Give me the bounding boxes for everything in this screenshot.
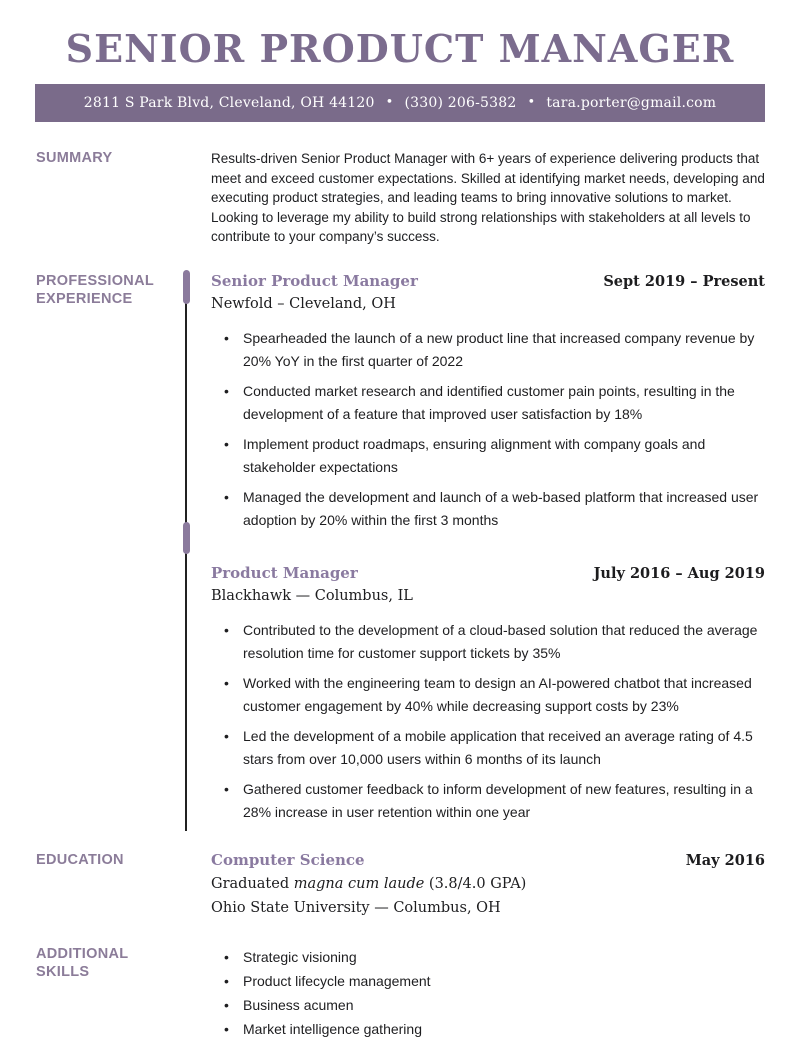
education-honors-prefix: Graduated [211,875,294,892]
section-label-skills [0,945,176,981]
bullet-separator-icon: • [527,94,536,110]
job-bullet-list [211,327,765,532]
job-bullet: • Implement product roadmaps, ensuring alignment with company goals and stakeholder expectations [211,433,765,479]
bullet-separator-icon: • [385,94,394,110]
skill-item: • Market intelligence gathering [211,1017,765,1041]
education-honors-gpa: (3.8/4.0 GPA) [424,875,527,892]
section-label-line: ADDITIONAL [36,945,129,962]
contact-banner [35,84,765,122]
job-bullet: • Worked with the engineering team to design an AI-powered chatbot that increased customer engagement by 40% while decreasing support costs by 23% [211,672,765,718]
contact-phone: (330) 206-5382 [404,95,517,111]
skill-item: • Business acumen [211,993,765,1017]
experience-content [185,272,765,831]
job-bullet: • Contributed to the development of a cloud-based solution that reduced the average resolution time for customer support tickets by 35% [211,619,765,665]
job-bullet: • Spearheaded the launch of a new product line that increased company revenue by 20% YoY in the first quarter of 2022 [211,327,765,373]
skills-list [211,945,765,1041]
section-label-line: EXPERIENCE [36,290,133,307]
education-header [211,851,765,870]
job-header [211,272,765,291]
job-bullet: • Managed the development and launch of a web-based platform that increased user adoption by 20% within the first 3 months [211,486,765,532]
job-company: Blackhawk — Columbus, IL [211,587,413,604]
education-dates: May 2016 [685,851,765,869]
education-degree: Computer Science [211,850,365,869]
contact-address: 2811 S Park Blvd, Cleveland, OH 44120 [83,95,375,111]
job-title: Senior Product Manager [211,271,418,290]
skills-section [0,945,800,1041]
education-section [0,851,800,918]
job-accent-bar [183,270,190,304]
experience-section [0,272,800,831]
job-entry [211,272,765,532]
skills-content [176,945,765,1041]
section-label-summary: SUMMARY [36,150,113,166]
summary-text: Results-driven Senior Product Manager with 6+ years of experience delivering products that meet and exceed customer expectations. Skilled at identifying market needs, developing and executing product strategies, and leading teams to bring innovative solutions to market. Looking to leverage my ability to build strong relationships with stakeholders at all levels to contribute to your company’s success. [211,151,765,244]
job-entry [211,564,765,824]
section-label-line: SKILLS [36,963,90,980]
resume-page [0,27,800,1062]
section-label-line: PROFESSIONAL [36,272,154,289]
job-company: Newfold – Cleveland, OH [211,295,396,312]
skill-item: • Product lifecycle management [211,969,765,993]
job-dates: Sept 2019 – Present [603,272,765,290]
job-bullet: • Led the development of a mobile application that received an average rating of 4.5 stars from over 10,000 users within 6 months of its launch [211,725,765,771]
contact-email: tara.porter@gmail.com [546,95,717,111]
skill-item: • Strategic visioning [211,945,765,969]
job-bullet: • Conducted market research and identified customer pain points, resulting in the development of a feature that improved user satisfaction by 18% [211,380,765,426]
education-honors-latin: magna cum laude [293,875,425,892]
job-bullet-list [211,619,765,824]
education-content [176,851,765,918]
education-honors [211,874,765,894]
job-header [211,564,765,583]
section-label-education: EDUCATION [36,851,124,868]
job-bullet: • Gathered customer feedback to inform development of new features, resulting in a 28% increase in user retention within one year [211,778,765,824]
page-title: SENIOR PRODUCT MANAGER [65,26,735,71]
summary-section [0,149,800,247]
education-school: Ohio State University — Columbus, OH [211,899,501,916]
job-title: Product Manager [211,563,358,582]
job-dates: July 2016 – Aug 2019 [593,564,765,582]
section-label-experience [0,272,176,308]
job-accent-bar [183,522,190,554]
